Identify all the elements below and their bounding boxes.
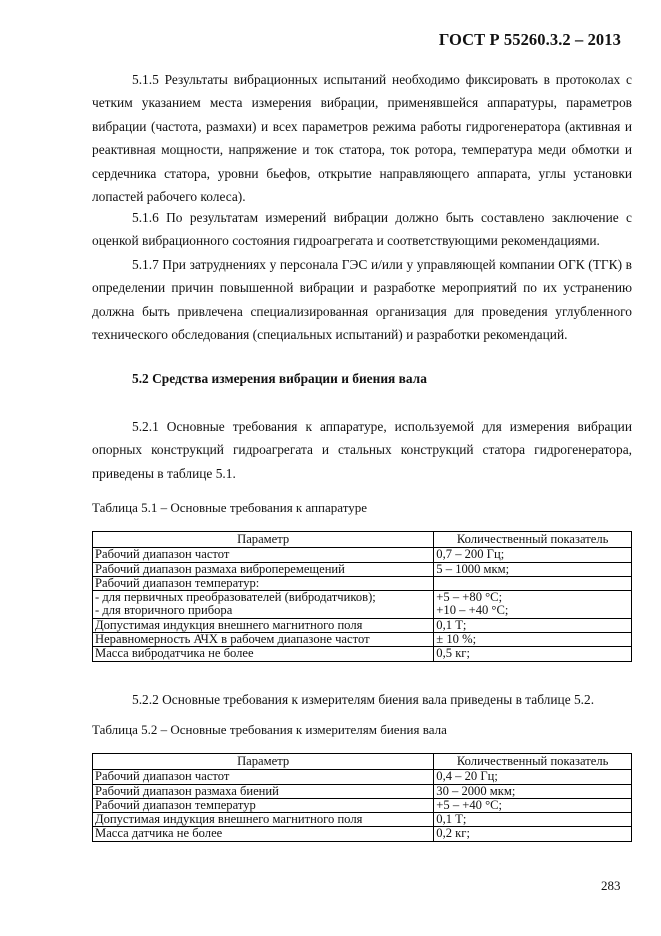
parameter-cell: Рабочий диапазон размаха виброперемещений xyxy=(93,562,434,576)
requirements-table-5-2 xyxy=(92,753,632,842)
table-row xyxy=(93,633,632,647)
parameter-cell: Рабочий диапазон частот xyxy=(93,770,434,784)
requirements-table-5-1 xyxy=(92,531,632,662)
table-row xyxy=(93,647,632,661)
table-header-row xyxy=(93,532,632,548)
table-row xyxy=(93,562,632,576)
value-cell: 0,4 – 20 Гц; xyxy=(434,770,632,784)
paragraph-5-1-5: 5.1.5 Результаты вибрационных испытаний необходимо фиксировать в протоколах с четким указанием места измерения вибрации, применявшейся аппаратуры, параметров вибрации (частота, размахи) и всех параметров режима работы гидрогенератора (активная и реактивная мощности, напряжение и ток статора, ток ротора, температура меди обмотки и сердечника статора, уровни бьефов, открытие направляющего аппарата, углы установки лопастей рабочего колеса). xyxy=(92,72,632,205)
table-row xyxy=(93,813,632,827)
table-header-row xyxy=(93,754,632,770)
table-row xyxy=(93,618,632,632)
value-cell: 0,1 Т; xyxy=(434,813,632,827)
parameter-cell: Масса датчика не более xyxy=(93,827,434,841)
value-cell: +5 – +80 °С; xyxy=(434,591,632,605)
table-row xyxy=(93,798,632,812)
value-cell: 30 – 2000 мкм; xyxy=(434,784,632,798)
table-row xyxy=(93,827,632,841)
column-header-value: Количественный показатель xyxy=(434,532,632,548)
value-cell: 0,1 Т; xyxy=(434,618,632,632)
table-caption: Таблица 5.2 – Основные требования к измерителям биения вала xyxy=(92,722,447,737)
table-row xyxy=(93,576,632,590)
parameter-cell: Рабочий диапазон размаха биений xyxy=(93,784,434,798)
table-row xyxy=(93,548,632,562)
table-row xyxy=(93,604,632,618)
value-cell: ± 10 %; xyxy=(434,633,632,647)
value-cell: 0,2 кг; xyxy=(434,827,632,841)
document-standard-id: ГОСТ Р 55260.3.2 – 2013 xyxy=(438,30,621,49)
parameter-cell: Рабочий диапазон температур xyxy=(93,798,434,812)
value-cell: +5 – +40 °С; xyxy=(434,798,632,812)
column-header-value: Количественный показатель xyxy=(434,754,632,770)
parameter-cell: Неравномерность АЧХ в рабочем диапазоне частот xyxy=(93,633,434,647)
paragraph-5-1-6: 5.1.6 По результатам измерений вибрации должно быть составлено заключение с оценкой вибрационного состояния гидроагрегата и соответствующими рекомендациями. xyxy=(92,210,632,249)
column-header-parameter: Параметр xyxy=(93,532,434,548)
parameter-cell: Рабочий диапазон температур: xyxy=(93,576,434,590)
value-cell: 0,7 – 200 Гц; xyxy=(434,548,632,562)
section-title: 5.2 Средства измерения вибрации и биения вала xyxy=(132,371,427,386)
value-cell xyxy=(434,576,632,590)
parameter-cell: Масса вибродатчика не более xyxy=(93,647,434,661)
parameter-cell: Допустимая индукция внешнего магнитного поля xyxy=(93,618,434,632)
value-cell: 0,5 кг; xyxy=(434,647,632,661)
column-header-parameter: Параметр xyxy=(93,754,434,770)
paragraph-5-2-1: 5.2.1 Основные требования к аппаратуре, используемой для измерения вибрации опорных конструкций гидроагрегата и стальных конструкций статора гидрогенератора, приведены в таблице 5.1. xyxy=(92,419,632,481)
paragraph-5-1-7: 5.1.7 При затруднениях у персонала ГЭС и/или у управляющей компании ОГК (ТГК) в определении причин повышенной вибрации и разработке мероприятий по их устранению должна быть привлечена специализированная организация для проведения углубленного технического обследования (специальных испытаний) и разработки рекомендаций. xyxy=(92,257,632,343)
parameter-cell: - для вторичного прибора xyxy=(93,604,434,618)
parameter-cell: - для первичных преобразователей (вибродатчиков); xyxy=(93,591,434,605)
table-caption: Таблица 5.1 – Основные требования к аппаратуре xyxy=(92,500,367,515)
parameter-cell: Рабочий диапазон частот xyxy=(93,548,434,562)
table-row xyxy=(93,784,632,798)
parameter-cell: Допустимая индукция внешнего магнитного поля xyxy=(93,813,434,827)
value-cell: 5 – 1000 мкм; xyxy=(434,562,632,576)
table-row xyxy=(93,770,632,784)
table-row xyxy=(93,591,632,605)
value-cell: +10 – +40 °С; xyxy=(434,604,632,618)
page-number: 283 xyxy=(601,878,621,893)
paragraph-5-2-2: 5.2.2 Основные требования к измерителям биения вала приведены в таблице 5.2. xyxy=(132,692,595,707)
